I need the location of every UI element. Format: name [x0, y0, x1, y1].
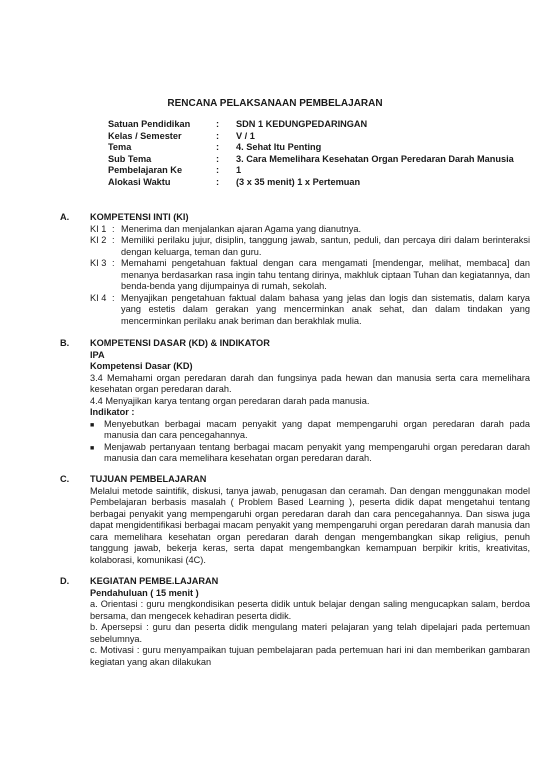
section-heading [60, 338, 530, 350]
meta-row [108, 154, 528, 166]
activity-item [90, 645, 530, 668]
ki-colon: : [112, 292, 115, 303]
ki-code: KI 3 [90, 258, 107, 268]
activity-text: c. Motivasi : guru menyampaikan tujuan pembelajaran pada pertemuan hari ini dan memberikan gambaran kegiatan yang akan dilakukan [90, 645, 530, 667]
activity-text: a. Orientasi : guru mengkondisikan peserta didik untuk belajar dengan saling mengucapkan salam, berdoa bersama, dan mengecek kehadiran peserta didik. [90, 599, 530, 621]
indicator-item [90, 442, 530, 465]
phase-heading: Pendahuluan ( 15 menit ) [90, 587, 199, 598]
section-heading [60, 474, 530, 486]
ki-text: Menyajikan pengetahuan faktual dalam bahasa yang jelas dan logis dan sistematis, dalam karya yang estetis dalam gerakan yang mencerminkan anak sehat, dan dalam tindakan yang mencerminkan perilaku anak beriman dan berakhlak mulia. [121, 292, 530, 326]
ki-code: KI 2 [90, 235, 107, 245]
ki-text: Memahami pengetahuan faktual dengan cara mengamati [mendengar, melihat, membaca] dan menanya berdasarkan rasa ingin tahu tentang dirinya, makhluk ciptaan Tuhan dan kegiatannya, dan benda-benda yang dijumpainya di rumah, sekolah. [121, 258, 530, 291]
ki-code: KI 4 [90, 292, 107, 303]
meta-value: 3. Cara Memelihara Kesehatan Organ Peredaran Darah Manusia [236, 153, 514, 164]
section-title: KOMPETENSI INTI (KI) [90, 212, 189, 222]
ki-text: Menerima dan menjalankan ajaran Agama yang dianutnya. [121, 223, 362, 234]
meta-colon: : [216, 119, 220, 129]
activity-item [90, 599, 530, 622]
meta-colon: : [216, 153, 220, 164]
kd-item [90, 373, 530, 396]
section-tujuan [60, 474, 530, 566]
meta-colon: : [216, 176, 220, 187]
identity-block [108, 119, 528, 188]
section-letter: C. [60, 474, 70, 484]
section-title: KEGIATAN PEMBE.LAJARAN [90, 576, 219, 586]
subject-label: IPA [90, 349, 105, 360]
section-kd [60, 338, 530, 465]
meta-colon: : [216, 130, 220, 141]
meta-row [108, 165, 528, 177]
meta-row [108, 119, 528, 131]
meta-label: Satuan Pendidikan [108, 119, 191, 129]
ki-item [90, 224, 530, 236]
meta-value: 4. Sehat Itu Penting [236, 142, 322, 152]
tujuan-paragraph: Melalui metode saintifik, diskusi, tanya jawab, penugasan dan ceramah. Dan dengan menggunakan model Pembelajaran berbasis masalah ( Problem Based Learning ), peserta didik dapat mengetahui tentang berbagai penyakit yang mempengaruhi organ peredaran darah dan cara pencegahannya. Dan siswa juga dapat mengidentifikasi berbagai macam penyakit yang mempengaruhi organ peredaran darah manusia dan cara memelihara kesehatan organ peredaran darah dengan mengembangkan sikap religius, penuh tanggung jawab, bekerja keras, serta dapat mengembangkan kemampuan berpikir kritis, kreativitas, kolaborasi, komunikasi (4C). [90, 485, 530, 565]
section-letter: B. [60, 338, 70, 348]
meta-colon: : [216, 142, 220, 152]
ki-colon: : [112, 235, 115, 245]
kd-text: 3.4 Memahami organ peredaran darah dan fungsinya pada hewan dan manusia serta cara memelihara kesehatan organ peredaran darah. [90, 372, 530, 394]
meta-row [108, 177, 528, 189]
kd-item [90, 396, 530, 408]
bullet-icon: ■ [90, 421, 95, 429]
meta-label: Sub Tema [108, 153, 152, 164]
section-title: TUJUAN PEMBELAJARAN [90, 474, 207, 484]
indicator-item [90, 419, 530, 442]
kd-text: 4.4 Menyajikan karya tentang organ peredaran darah pada manusia. [90, 395, 370, 406]
ki-item [90, 235, 530, 258]
meta-value: (3 x 35 menit) 1 x Pertemuan [236, 176, 361, 187]
meta-label: Kelas / Semester [108, 130, 182, 141]
section-title: KOMPETENSI DASAR (KD) & INDIKATOR [90, 338, 270, 348]
kd-subheading: Kompetensi Dasar (KD) [90, 361, 193, 371]
kd-content [90, 350, 530, 465]
meta-label: Alokasi Waktu [108, 176, 171, 187]
ki-colon: : [112, 223, 115, 234]
kegiatan-content [90, 588, 530, 669]
indicator-text: Menjawab pertanyaan tentang berbagai macam penyakit yang mempengaruhi organ peredaran darah manusia dan cara memelihara kesehatan organ peredaran darah. [104, 441, 530, 463]
section-letter: A. [60, 212, 70, 222]
meta-label: Tema [108, 142, 132, 152]
indicator-subheading: Indikator : [90, 407, 135, 417]
activity-item [90, 622, 530, 645]
meta-colon: : [216, 165, 220, 175]
meta-value: 1 [236, 165, 242, 175]
indicator-text: Menyebutkan berbagai macam penyakit yang dapat mempengaruhi organ peredaran darah pada manusia dan cara pencegahannya. [104, 418, 530, 440]
section-kegiatan [60, 576, 530, 668]
meta-label: Pembelajaran Ke [108, 165, 183, 175]
document-title: RENCANA PELAKSANAAN PEMBELAJARAN [167, 98, 383, 109]
ki-code: KI 1 [90, 223, 107, 234]
activity-text: b. Apersepsi : guru dan peserta didik mengulang materi pelajaran yang telah dipelajari pada pertemuan sebelumnya. [90, 622, 530, 644]
meta-row [108, 142, 528, 154]
ki-list [90, 224, 530, 328]
section-letter: D. [60, 576, 70, 586]
ki-colon: : [112, 258, 115, 268]
ki-item [90, 293, 530, 328]
ki-item [90, 258, 530, 293]
section-ki [60, 212, 530, 327]
meta-row [108, 131, 528, 143]
meta-value: SDN 1 KEDUNGPEDARINGAN [236, 119, 368, 129]
meta-value: V / 1 [236, 130, 255, 141]
ki-text: Memiliki perilaku jujur, disiplin, tanggung jawab, santun, peduli, dan percaya diri dalam berinteraksi dengan keluarga, teman dan guru. [121, 235, 530, 257]
bullet-icon: ■ [90, 444, 95, 452]
section-heading [60, 212, 530, 224]
section-heading [60, 576, 530, 588]
